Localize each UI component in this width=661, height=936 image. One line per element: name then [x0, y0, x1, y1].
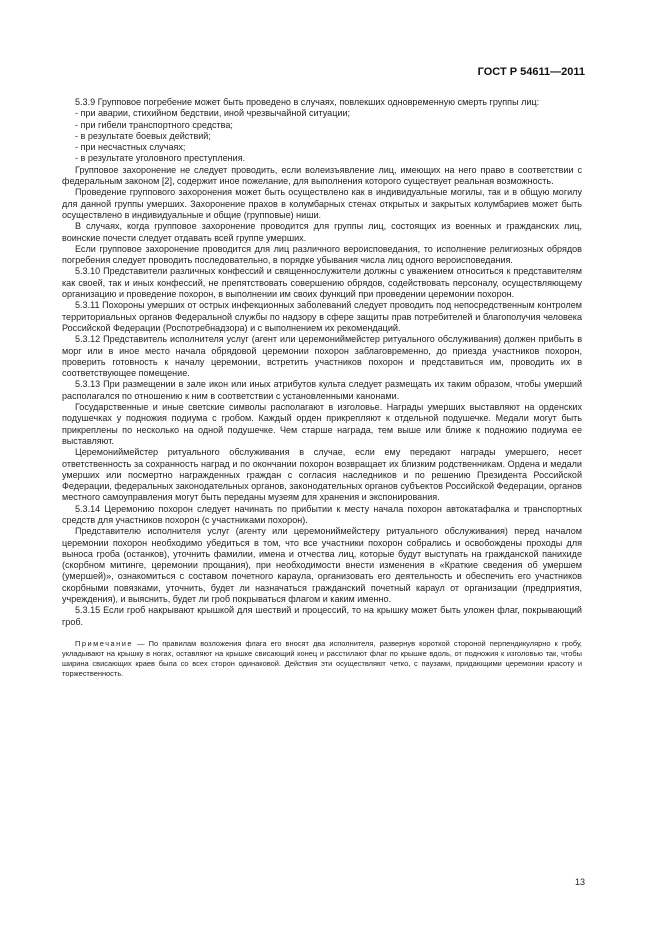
paragraph: В случаях, когда групповое захоронение проводится для группы лиц, состоящих из военных и гражданских лиц, воинские почести следует отдавать всей группе умерших.: [62, 221, 582, 243]
list-item: - при аварии, стихийном бедствии, иной чрезвычайной ситуации;: [75, 108, 351, 119]
paragraph: Проведение группового захоронения может быть осуществлено как в индивидуальные могилы, так и в общую могилу для данной группы умерших. Захоронение прахов в колумбарных стенах открытых и закрытых колумбариев может быть осуществлено в индивидуальные и общие (групповые) ниши.: [62, 187, 582, 220]
paragraph: Если групповое захоронение проводится для лиц различного вероисповедания, то исполнение религиозных обрядов погребения следует проводить последовательно, в порядке убывания числа лиц одного вероисповедания.: [62, 243, 582, 266]
note-label: Примечание: [75, 638, 134, 648]
paragraph: 5.3.10 Представители различных конфессий и священнослужители должны с уважением относиться к представителям как своей, так и иных конфессий, не препятствовать совершению обрядов, содействовать персоналу, осуществляющему организацию и проведение похорон, в выполнении им своих функций при проведении церемонии похорон.: [62, 266, 582, 300]
list-item: - в результате уголовного преступления.: [75, 153, 246, 164]
note-text: — По правилам возложения флага его вносят два исполнителя, развернув короткой стороной перпендикулярно к гробу, укладывают на крышку в ногах, оставляют на крышке свисающий конец и расстилают флаг по крышке вдоль, от подножия к изголовью так, чтобы ширина свисающих краев была со всех сторон одинаковой. Действия эти осуществляют четко, с паузами, придающими церемонии красоту и торжественность.: [62, 638, 582, 678]
list-item: - в результате боевых действий;: [75, 130, 211, 141]
note: [62, 639, 582, 679]
document-id: ГОСТ Р 54611—2011: [477, 66, 585, 78]
paragraph: 5.3.13 При размещении в зале икон или иных атрибутов культа следует размещать их таким образом, чтобы умерший располагался по отношению к ним в соответствии с установленными канонами.: [62, 379, 582, 401]
case-list: [62, 108, 582, 164]
paragraph: 5.3.14 Церемонию похорон следует начинать по прибытии к месту начала похорон автокатафалка и транспортных средств для участников похорон (с участниками похорон).: [62, 503, 582, 525]
paragraph: 5.3.11 Похороны умерших от острых инфекционных заболеваний следует проводить под непосредственным контролем территориальных органов Федеральной службы по надзору в сфере защиты прав потребителей и благополучия человека Российской Федерации (Роспотребнадзора) и с выполнением их рекомендаций.: [62, 300, 582, 333]
paragraph: 5.3.15 Если гроб накрывают крышкой для шествий и процессий, то на крышку может быть уложен флаг, покрывающий гроб.: [62, 605, 582, 627]
page-number: 13: [574, 877, 585, 887]
document-body: [62, 97, 582, 679]
paragraph: Государственные и иные светские символы располагают в изголовье. Награды умерших выставляют на орденских подушечках у подножия подиума с гробом. Каждый орден прикрепляют к отдельной подушечке. Медали могут быть прикреплены по несколько на одной подушечке. Чем старше награда, тем выше или ближе к подножию подиума ее выставляют.: [62, 402, 582, 446]
paragraph: 5.3.12 Представитель исполнителя услуг (агент или церемониймейстер ритуального обслуживания) должен прибыть в морг или в иное место начала обрядовой церемонии похорон заблаговременно, до приезда участников похорон, проверить готовность к началу церемонии, встретить участников похорон и представиться им, проводить их в соответствующее помещение.: [62, 334, 582, 379]
paragraph: Церемониймейстер ритуального обслуживания в случае, если ему передают награды умершего, несет ответственность за сохранность наград и по окончании похорон возвращает их близким родственникам. Ордена и медали умерших или посмертно награжденных граждан с согласия наследников и по решению Президента Российской Федерации, федеральных законодательных органов, законодательных органов субъектов Российской Федерации, органов местного самоуправления могут быть переданы музеям для хранения и экспонирования.: [62, 447, 582, 503]
paragraph: Представителю исполнителя услуг (агенту или церемониймейстеру ритуального обслуживания) перед началом церемонии похорон необходимо убедиться в том, что все участники похорон собрались и освобождены проходы для выноса гроба (останков), уточнить фамилии, имена и отчества лиц, которые будут выступать на гражданской панихиде (скорбном митинге, церемонии прощания), при необходимости внести изменения в «Краткие сведения об умершем (умершей)», ознакомиться с составом почетного караула, организовать его деятельность и обеспечить его участников скорбными повязками, уточнить, будет ли назначаться гражданский почетный караул от организации (предприятия, учреждения), и выяснить, будет ли гроб покрываться флагом и каким именно.: [62, 526, 582, 605]
list-item: - при несчастных случаях;: [75, 142, 186, 153]
paragraph: 5.3.9 Групповое погребение может быть проведено в случаях, повлекших одновременную смерть группы лиц:: [75, 97, 540, 107]
paragraph: Групповое захоронение не следует проводить, если волеизъявление лиц, имеющих на него право в соответствии с федеральным законом [2], содержит иное пожелание, для выполнения которого существует реальная возможность.: [62, 164, 582, 187]
list-item: - при гибели транспортного средства;: [75, 119, 233, 130]
